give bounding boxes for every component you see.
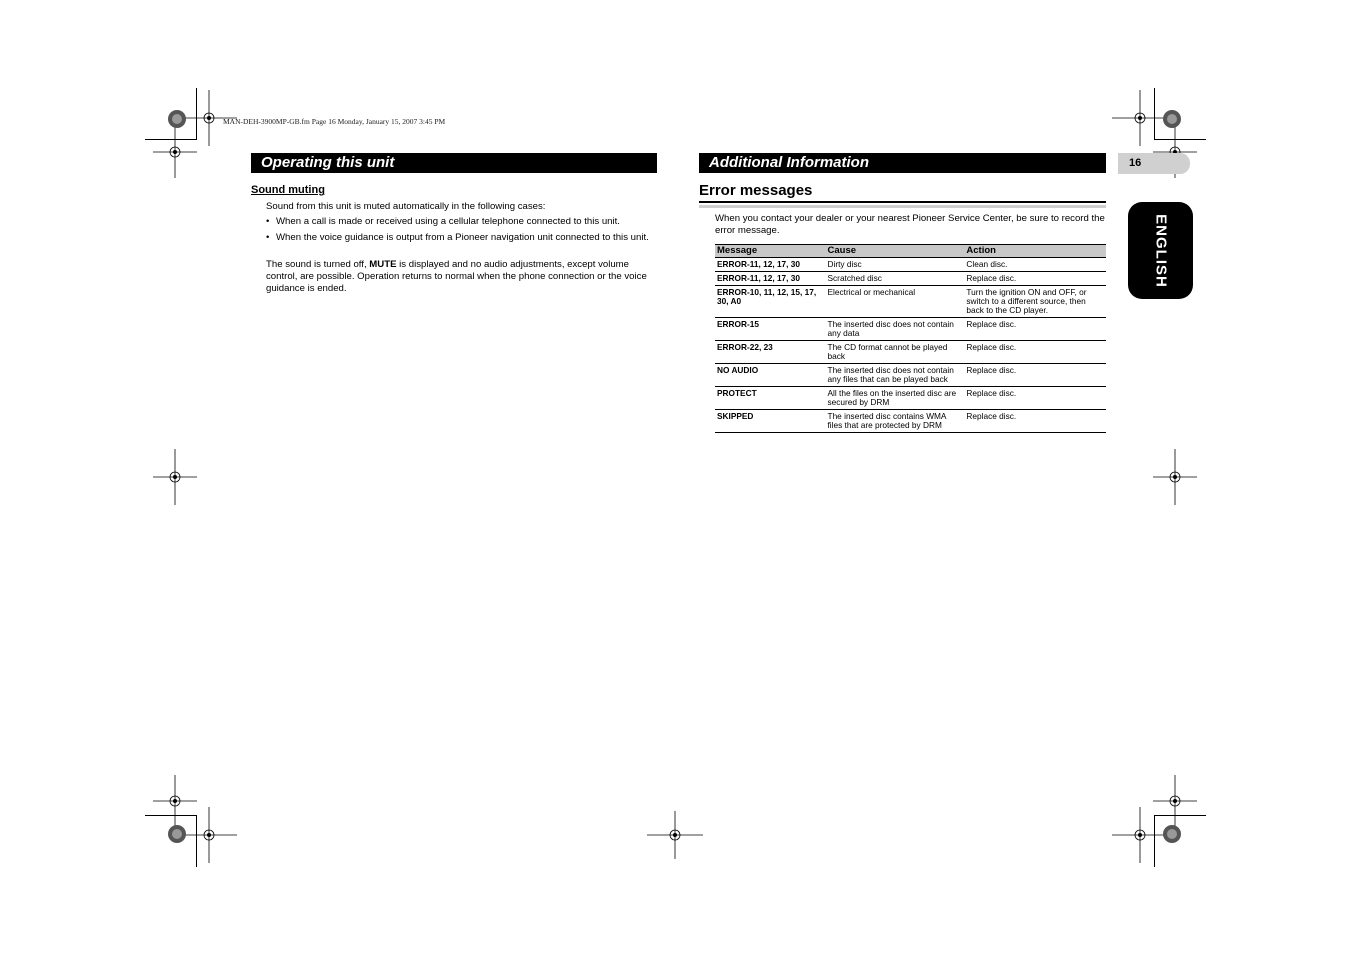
mute-prefix: The sound is turned off, [266, 259, 370, 270]
mute-suffix: is displayed and no audio adjustments, except volume control, are possible. Operation returns to normal when the phone connection or the voice guidance is ended. [266, 259, 647, 294]
cell-cause: Electrical or mechanical [826, 286, 965, 318]
bullet-item: • When the voice guidance is output from a Pioneer navigation unit connected to this unit. [266, 232, 656, 244]
cell-action: Turn the ignition ON and OFF, or switch to a different source, then back to the CD player. [964, 286, 1106, 318]
table-row [715, 387, 1106, 410]
file-info-line: MAN-DEH-3900MP-GB.fm Page 16 Monday, January 15, 2007 3:45 PM [223, 117, 446, 126]
cell-message: ERROR-22, 23 [715, 341, 826, 364]
cell-cause: All the files on the inserted disc are secured by DRM [826, 387, 965, 410]
table-row [715, 272, 1106, 286]
cell-action: Replace disc. [964, 341, 1106, 364]
cell-action: Replace disc. [964, 387, 1106, 410]
cell-action: Replace disc. [964, 272, 1106, 286]
table-header-row [715, 245, 1106, 258]
cell-cause: The inserted disc contains WMA files that are protected by DRM [826, 410, 965, 433]
intro-paragraph: Sound from this unit is muted automatically in the following cases: [266, 201, 546, 212]
cell-message: ERROR-15 [715, 318, 826, 341]
cell-message: NO AUDIO [715, 364, 826, 387]
cell-cause: The inserted disc does not contain any files that can be played back [826, 364, 965, 387]
section-title-additional: Additional Information [699, 153, 1106, 173]
cell-cause: The inserted disc does not contain any data [826, 318, 965, 341]
table-row [715, 258, 1106, 272]
heading-rule [699, 201, 1106, 203]
page-number: 16 [1118, 153, 1190, 174]
cell-action: Replace disc. [964, 318, 1106, 341]
cell-message: ERROR-10, 11, 12, 15, 17, 30, A0 [715, 286, 826, 318]
cell-action: Replace disc. [964, 410, 1106, 433]
cell-cause: Dirty disc [826, 258, 965, 272]
bullet-item: • When a call is made or received using a cellular telephone connected to this unit. [266, 216, 656, 228]
cell-cause: Scratched disc [826, 272, 965, 286]
cell-action: Clean disc. [964, 258, 1106, 272]
cell-message: ERROR-11, 12, 17, 30 [715, 272, 826, 286]
table-row [715, 286, 1106, 318]
header-message: Message [715, 245, 826, 258]
table-row [715, 410, 1106, 433]
language-label: ENGLISH [1152, 213, 1169, 288]
language-tab [1128, 202, 1193, 299]
cell-message: SKIPPED [715, 410, 826, 433]
cell-action: Replace disc. [964, 364, 1106, 387]
cell-message: PROTECT [715, 387, 826, 410]
table-row [715, 341, 1106, 364]
mute-keyword: MUTE [369, 259, 397, 270]
error-table [715, 244, 1106, 433]
header-cause: Cause [826, 245, 965, 258]
table-row [715, 318, 1106, 341]
header-action: Action [964, 245, 1106, 258]
cell-cause: The CD format cannot be played back [826, 341, 965, 364]
mute-paragraph [266, 259, 656, 295]
subheading-sound-muting: Sound muting [251, 184, 325, 196]
heading-error-messages: Error messages [699, 182, 813, 199]
table-row [715, 364, 1106, 387]
heading-rule-gray [699, 205, 1106, 208]
cell-message: ERROR-11, 12, 17, 30 [715, 258, 826, 272]
contact-paragraph: When you contact your dealer or your nearest Pioneer Service Center, be sure to record the error message. [715, 213, 1105, 236]
section-title-operating: Operating this unit [251, 153, 657, 173]
